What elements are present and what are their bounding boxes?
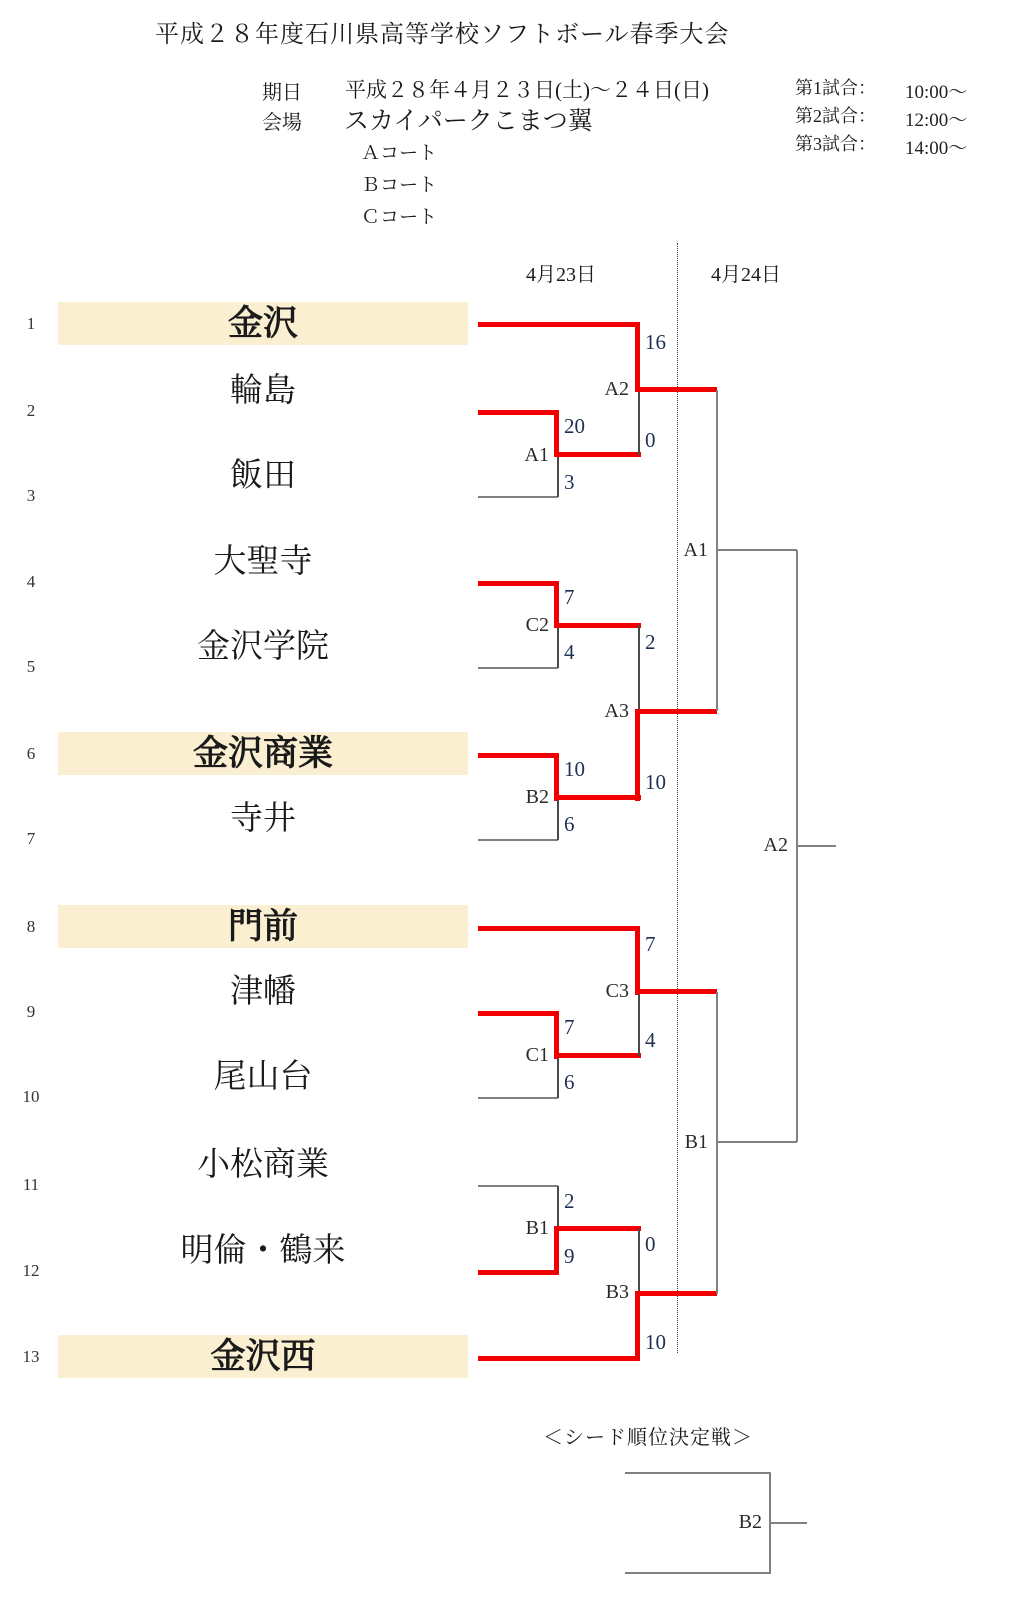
- match-label-b3: B3: [605, 1281, 629, 1303]
- team-name-9: 津幡: [230, 974, 296, 1010]
- venue-label: 会場: [262, 112, 302, 134]
- team-name-7: 寺井: [230, 801, 296, 837]
- match-b3-loser-vertical: [638, 1229, 640, 1294]
- team-name-3: 飯田: [230, 458, 296, 494]
- line-team-9: [478, 1011, 558, 1016]
- match-a1-winner-vertical: [554, 410, 559, 457]
- game2-label: 第2試合：: [795, 106, 876, 126]
- match-label-a1: A1: [524, 444, 549, 466]
- match-b2-advance-line: [554, 795, 641, 800]
- final-advance-line: [796, 845, 836, 847]
- team-name-1: 金沢: [58, 302, 468, 345]
- score-b1-top: 2: [564, 1189, 575, 1213]
- match-label-c3: C3: [605, 980, 629, 1002]
- score-c2-bottom: 4: [564, 640, 575, 664]
- line-team-8: [478, 926, 639, 931]
- match-label-c1: C1: [525, 1044, 549, 1066]
- team-name-4: 大聖寺: [213, 544, 313, 580]
- match-c3-winner-vertical: [635, 926, 640, 995]
- day-separator-line: [677, 243, 678, 1353]
- line-team-2: [478, 410, 558, 415]
- court-c: Ｃコート: [361, 207, 438, 228]
- line-team-3: [478, 496, 558, 498]
- team-seed-9: 9: [26, 1002, 36, 1021]
- team-name-13: 金沢西: [58, 1335, 468, 1378]
- score-a1-top: 20: [564, 414, 585, 438]
- match-c1-advance-line: [554, 1053, 641, 1058]
- match-a2-loser-vertical: [638, 390, 640, 455]
- game1-label: 第1試合：: [795, 78, 876, 98]
- team-seed-5: 5: [26, 657, 36, 676]
- line-team-5: [478, 667, 558, 669]
- final-label-a2: A2: [763, 834, 788, 856]
- match-label-b2: B2: [525, 786, 549, 808]
- line-team-12: [478, 1270, 558, 1275]
- score-b3-bottom: 10: [645, 1330, 666, 1354]
- team-seed-8: 8: [26, 917, 36, 936]
- line-team-7: [478, 839, 558, 841]
- team-name-8: 門前: [58, 905, 468, 948]
- match-label-a3: A3: [604, 700, 629, 722]
- team-seed-12: 12: [22, 1261, 40, 1280]
- date-label: 期日: [262, 82, 302, 104]
- seed-match-top-line: [625, 1472, 771, 1474]
- page-title: 平成２８年度石川県高等学校ソフトボール春季大会: [155, 22, 730, 48]
- score-c1-top: 7: [564, 1015, 575, 1039]
- match-a1-advance-line: [554, 452, 641, 457]
- game1-time: 10:00～: [905, 82, 968, 103]
- score-a1-bottom: 3: [564, 470, 575, 494]
- line-team-11: [478, 1185, 558, 1187]
- seed-match-advance-line: [771, 1522, 807, 1524]
- match-a2-advance-line: [635, 387, 717, 392]
- match-b1-winner-vertical: [554, 1226, 559, 1275]
- team-name-6: 金沢商業: [58, 732, 468, 775]
- line-team-6: [478, 753, 558, 758]
- score-b2-bottom: 6: [564, 812, 575, 836]
- score-a3-bottom: 10: [645, 770, 666, 794]
- court-b: Ｂコート: [361, 175, 438, 196]
- match-a2-winner-vertical: [635, 322, 640, 392]
- score-b1-bottom: 9: [564, 1244, 575, 1268]
- match-c1-winner-vertical: [554, 1011, 559, 1059]
- team-name-11: 小松商業: [197, 1147, 329, 1183]
- match-b1-advance-line: [554, 1226, 641, 1231]
- match-c1-loser-vertical: [557, 1056, 559, 1098]
- game3-time: 14:00～: [905, 138, 968, 159]
- court-a: Ａコート: [361, 143, 438, 164]
- match-c2-advance-line: [554, 623, 641, 628]
- match-label-b1: B1: [525, 1217, 549, 1239]
- score-c1-bottom: 6: [564, 1070, 575, 1094]
- line-team-4: [478, 581, 558, 586]
- team-seed-3: 3: [26, 486, 36, 505]
- match-b1-loser-vertical: [557, 1186, 559, 1229]
- line-team-1: [478, 322, 639, 327]
- team-name-12: 明倫・鶴来: [180, 1233, 346, 1269]
- semifinal-b1-vertical: [716, 992, 718, 1294]
- score-b3-top: 0: [645, 1232, 656, 1256]
- venue-value: スカイパークこまつ翼: [344, 108, 593, 135]
- match-c3-loser-vertical: [638, 992, 640, 1056]
- match-c2-loser-vertical: [557, 625, 559, 668]
- score-c3-bottom: 4: [645, 1028, 656, 1052]
- team-name-10: 尾山台: [213, 1059, 313, 1095]
- team-seed-6: 6: [26, 744, 36, 763]
- day1-header: 4月23日: [526, 264, 596, 286]
- score-a2-bottom: 0: [645, 428, 656, 452]
- semifinal-label-a1: A1: [683, 539, 708, 561]
- line-team-13: [478, 1356, 639, 1361]
- score-c2-top: 7: [564, 585, 575, 609]
- seed-match-heading: ＜シード順位決定戦＞: [543, 1427, 753, 1449]
- match-b3-advance-line: [635, 1291, 717, 1296]
- team-seed-10: 10: [22, 1087, 40, 1106]
- team-seed-13: 13: [22, 1347, 40, 1366]
- score-c3-top: 7: [645, 932, 656, 956]
- match-a3-loser-vertical: [638, 625, 640, 712]
- score-a3-top: 2: [645, 630, 656, 654]
- date-value: 平成２８年４月２３日(土)～２４日(日): [345, 78, 709, 102]
- match-b2-loser-vertical: [557, 798, 559, 840]
- seed-match-bottom-line: [625, 1572, 771, 1574]
- semifinal-label-b1: B1: [684, 1131, 708, 1153]
- semifinal-a1-advance-line: [716, 549, 797, 551]
- team-seed-2: 2: [26, 401, 36, 420]
- team-seed-11: 11: [22, 1175, 40, 1194]
- match-c3-advance-line: [635, 989, 717, 994]
- team-seed-1: 1: [26, 314, 36, 333]
- match-label-c2: C2: [525, 614, 549, 636]
- game3-label: 第3試合：: [795, 134, 876, 154]
- team-seed-7: 7: [26, 829, 36, 848]
- line-team-10: [478, 1097, 558, 1099]
- score-a2-top: 16: [645, 330, 666, 354]
- team-name-2: 輪島: [230, 373, 296, 409]
- match-a3-winner-vertical: [635, 709, 640, 801]
- match-a1-loser-vertical: [557, 455, 559, 497]
- team-seed-4: 4: [26, 572, 36, 591]
- semifinal-b1-advance-line: [716, 1141, 797, 1143]
- match-a3-advance-line: [635, 709, 717, 714]
- match-b2-winner-vertical: [554, 753, 559, 801]
- score-b2-top: 10: [564, 757, 585, 781]
- team-name-5: 金沢学院: [197, 629, 329, 665]
- match-b3-winner-vertical: [635, 1291, 640, 1361]
- match-c2-winner-vertical: [554, 581, 559, 628]
- game2-time: 12:00～: [905, 110, 968, 131]
- day2-header: 4月24日: [711, 264, 781, 286]
- seed-match-label-b2: B2: [738, 1511, 762, 1533]
- match-label-a2: A2: [604, 378, 629, 400]
